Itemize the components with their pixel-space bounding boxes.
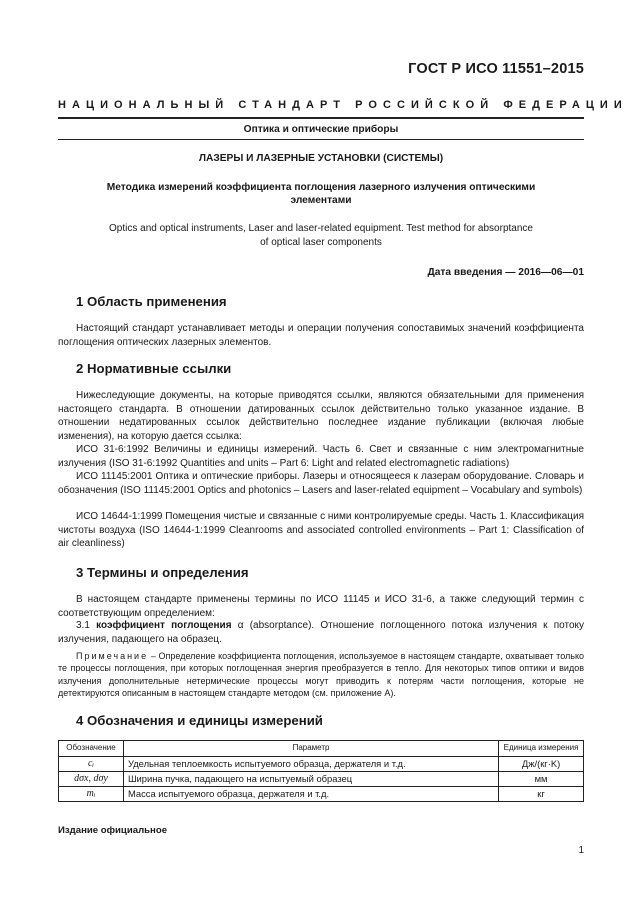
section-3-intro: В настоящем стандарте применены термины по ИСО 11145 и ИСО 31-6, а также следующий термин с соответствующим определением: xyxy=(58,594,584,619)
symbol-cell: cᵢ xyxy=(59,756,124,771)
standard-subtitle xyxy=(58,181,584,207)
term-number: 3.1 xyxy=(76,620,90,631)
section-4-heading: 4 Обозначения и единицы измерений xyxy=(76,713,323,728)
header-rule-thick xyxy=(58,117,584,119)
term-note xyxy=(58,650,584,699)
section-1-text: Настоящий стандарт устанавливает методы и операции получения сопоставимых значений коэффициента поглощения оптических лазерных элементов. xyxy=(58,323,584,348)
symbols-table xyxy=(58,740,584,802)
section-1-heading: 1 Область применения xyxy=(76,294,227,309)
term-name: коэффициент поглощения xyxy=(96,620,232,631)
table-row xyxy=(59,756,584,771)
english-title-line-1: Optics and optical instruments, Laser and laser-related equipment. Test method for absorptance xyxy=(109,223,533,234)
note-text: – Определение коэффициента поглощения, используемое в настоящем стандарте, охватывает только те процессы поглощения, при которых поглощенная энергия преобразуется в тепло. Для некоторых типов оптики и видов излучения дополнительные нетермические процессы могут приводить к потерям части поглощения, которые не детектируются описанным в настоящем стандарте методом (см. приложение А). xyxy=(58,651,584,698)
normative-reference-3: ИСО 14644-1:1999 Помещения чистые и связанные с ними контролируемые среды. Часть 1. Классификация чистоты воздуха (ISO 14644-1:1999 Cleanrooms and associated controlled environments – Part 1: Classification of air cleanliness) xyxy=(58,511,584,549)
term-symbol: α xyxy=(237,620,244,631)
unit-cell: мм xyxy=(499,771,584,786)
unit-cell: кг xyxy=(499,786,584,801)
table-row xyxy=(59,771,584,786)
english-title-line-2: of optical laser components xyxy=(260,237,382,248)
unit-cell: Дж/(кг·K) xyxy=(499,756,584,771)
symbol-cell: mᵢ xyxy=(59,786,124,801)
document-code: ГОСТ Р ИСО 11551–2015 xyxy=(408,61,584,77)
section-2-intro: Нижеследующие документы, на которые приводятся ссылки, являются обязательными для применения настоящего стандарта. В отношении датированных ссылок действительно только указанное издание. В отношении недатированных ссылок действительно последнее издание публикации (включая любые изменения), на которую дается ссылка: xyxy=(58,390,584,442)
subtitle-line-1: Методика измерений коэффициента поглощения лазерного излучения оптическими xyxy=(106,182,536,193)
page-number: 1 xyxy=(578,845,584,856)
term-definition xyxy=(58,619,584,646)
column-header-parameter: Параметр xyxy=(123,741,498,757)
official-edition-label: Издание официальное xyxy=(58,825,168,836)
normative-reference-1: ИСО 31-6:1992 Величины и единицы измерений. Часть 6. Свет и связанные с ним электромагнитные излучения (ISO 31-6:1992 Quantities and units – Part 6: Light and related electromagnetic radiations) xyxy=(58,444,584,469)
standard-category: Оптика и оптические приборы xyxy=(243,124,399,135)
parameter-cell: Ширина пучка, падающего на испытуемый образец xyxy=(123,771,498,786)
table-row xyxy=(59,786,584,801)
standard-title: ЛАЗЕРЫ И ЛАЗЕРНЫЕ УСТАНОВКИ (СИСТЕМЫ) xyxy=(198,153,444,164)
section-3-heading: 3 Термины и определения xyxy=(76,565,249,580)
note-label: Примечание xyxy=(76,651,149,661)
section-2-heading: 2 Нормативные ссылки xyxy=(76,361,232,376)
national-standard-heading: НАЦИОНАЛЬНЫЙ СТАНДАРТ РОССИЙСКОЙ ФЕДЕРАЦИИ xyxy=(58,99,628,111)
parameter-cell: Масса испытуемого образца, держателя и т.д. xyxy=(123,786,498,801)
column-header-symbol: Обозначение xyxy=(59,741,124,757)
table-header-row xyxy=(59,741,584,757)
symbol-cell: dσx, dσy xyxy=(59,771,124,786)
header-rule-thin xyxy=(58,139,584,140)
subtitle-line-2: элементами xyxy=(290,195,352,206)
english-title xyxy=(58,222,584,250)
parameter-cell: Удельная теплоемкость испытуемого образца, держателя и т.д. xyxy=(123,756,498,771)
normative-reference-2: ИСО 11145:2001 Оптика и оптические приборы. Лазеры и относящееся к лазерам оборудование. Словарь и обозначения (ISO 11145:2001 Optics and photonics – Lasers and laser-related equipment – Vocabulary and symbols) xyxy=(58,471,584,496)
column-header-unit: Единица измерения xyxy=(499,741,584,757)
term-definition-text: (absorptance). Отношение поглощенного потока излучения к потоку излучения, падающего на образец. xyxy=(58,620,585,645)
introduction-date: Дата введения — 2016—06—01 xyxy=(427,267,584,278)
